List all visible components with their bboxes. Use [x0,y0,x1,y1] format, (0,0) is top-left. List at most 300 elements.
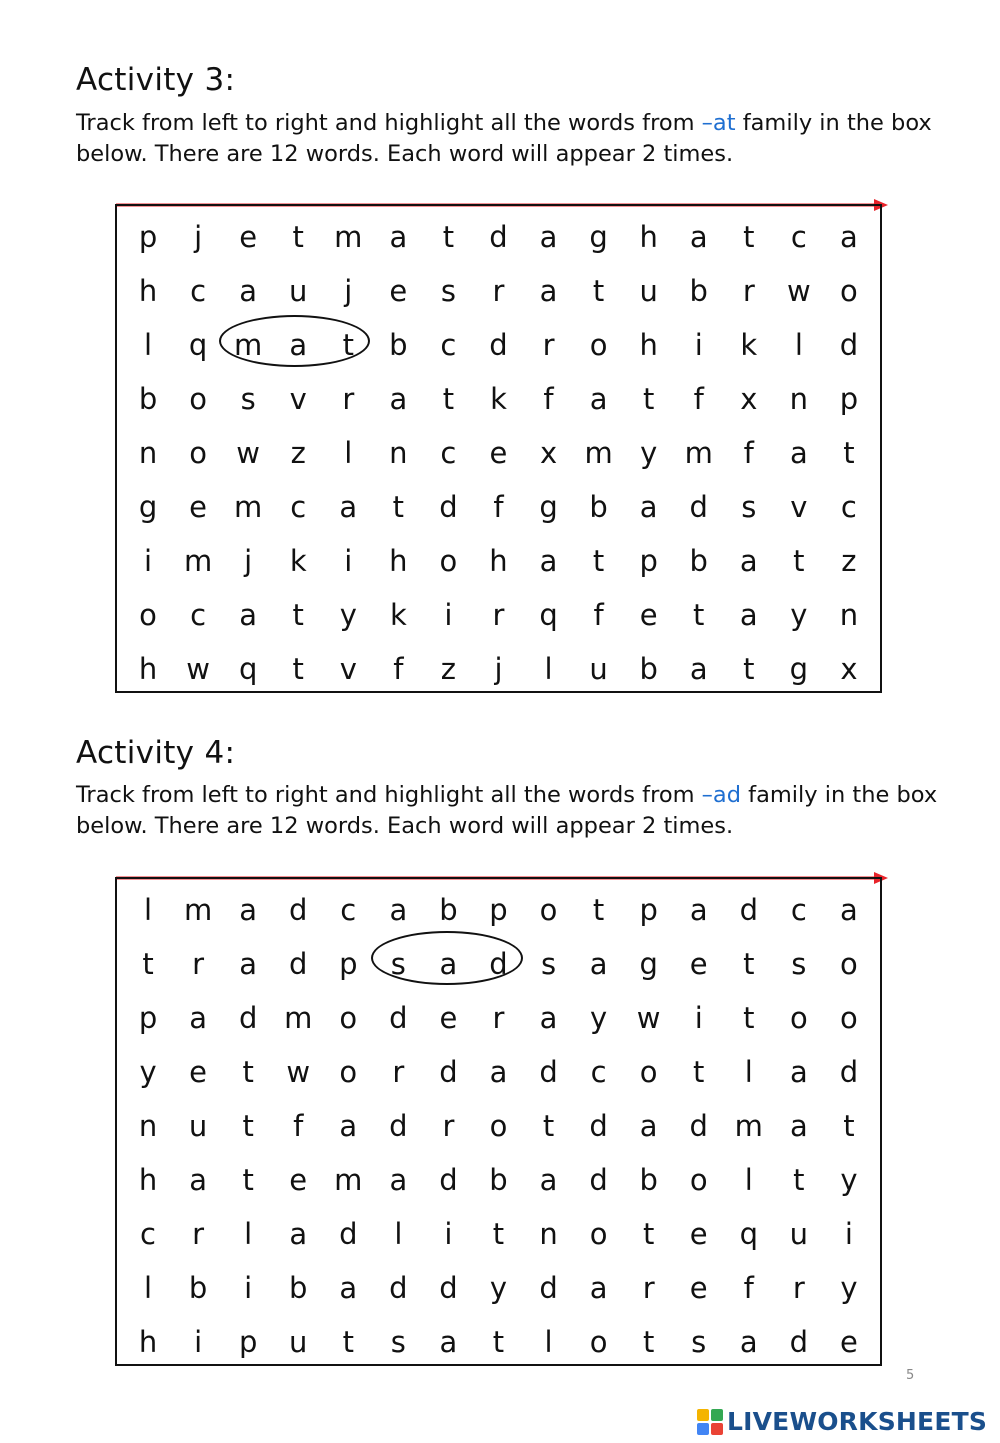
grid-letter[interactable]: d [589,1163,608,1197]
instruction-text: family in the box below. There are 12 words. Each word will appear 2 times. [76,110,932,167]
grid-letter[interactable]: x [840,652,858,686]
grid-letter[interactable]: k [389,598,407,632]
grid-letter[interactable]: x [740,382,758,416]
grid-letter[interactable]: u [589,652,608,686]
grid-row [117,1207,880,1261]
grid-letter[interactable]: o [589,1325,608,1359]
grid-letter[interactable]: o [539,893,558,927]
grid-letter[interactable]: d [389,1001,408,1035]
grid-row [117,1153,880,1207]
grid-letter[interactable]: t [743,652,755,686]
grid-letter[interactable]: d [289,947,308,981]
grid-row [117,588,880,642]
activity-4-title: Activity 4: [76,735,236,771]
grid-row [117,1099,880,1153]
grid-letter[interactable]: b [389,328,408,362]
grid-letter[interactable]: u [289,274,308,308]
grid-letter[interactable]: l [144,328,153,362]
grid-letter[interactable]: h [639,328,658,362]
page-number: 5 [906,1368,915,1383]
grid-letter[interactable]: e [389,274,408,308]
grid-letter[interactable]: t [793,1163,805,1197]
grid-letter[interactable]: g [589,220,608,254]
grid-letter[interactable]: y [489,1271,508,1305]
grid-letter[interactable]: c [440,328,457,362]
grid-letter[interactable]: h [639,220,658,254]
grid-letter[interactable]: m [183,544,213,578]
grid-letter[interactable]: o [439,544,458,578]
grid-letter[interactable]: a [239,274,258,308]
grid-letter[interactable]: h [138,274,158,308]
grid-letter[interactable]: r [492,598,505,632]
grid-letter[interactable]: h [489,544,508,578]
grid-letter[interactable]: t [693,598,705,632]
grid-letter[interactable]: l [794,328,803,362]
grid-letter[interactable]: c [290,490,307,524]
activity-4-instructions [76,780,956,842]
grid-letter[interactable]: a [239,947,258,981]
grid-letter[interactable]: a [289,1217,308,1251]
grid-letter[interactable]: o [139,598,157,632]
grid-letter[interactable]: f [393,652,404,686]
grid-letter[interactable]: z [841,544,857,578]
grid-letter[interactable]: r [392,1055,405,1089]
grid-letter[interactable]: n [138,1109,158,1143]
grid-row [117,991,880,1045]
grid-letter[interactable]: a [389,893,408,927]
grid-letter[interactable]: w [236,436,261,470]
grid-letter[interactable]: s [540,947,557,981]
grid-letter[interactable]: n [389,436,408,470]
grid-letter[interactable]: t [743,1001,755,1035]
grid-letter[interactable]: e [289,1163,308,1197]
grid-letter[interactable]: a [789,1055,808,1089]
grid-letter[interactable]: r [192,947,205,981]
grid-row [117,426,880,480]
grid-letter[interactable]: m [334,1163,363,1197]
grid-letter[interactable]: t [292,652,304,686]
grid-letter[interactable]: l [744,1163,753,1197]
grid-letter[interactable]: l [244,1217,253,1251]
grid-letter[interactable]: r [542,328,555,362]
grid-row [117,1045,880,1099]
grid-letter[interactable]: u [289,1325,308,1359]
grid-letter[interactable]: t [442,382,455,416]
grid-letter[interactable]: m [734,1109,763,1143]
grid-letter[interactable]: i [344,544,353,578]
grid-letter[interactable]: a [389,1163,408,1197]
grid-letter[interactable]: f [493,490,504,524]
grid-letter[interactable]: t [843,1109,855,1143]
grid-letter[interactable]: a [840,220,858,254]
grid-letter[interactable]: u [639,274,658,308]
grid-letter[interactable]: h [138,1325,158,1359]
grid-letter[interactable]: i [144,544,153,578]
grid-letter[interactable]: a [589,947,608,981]
grid-letter[interactable]: f [693,382,704,416]
grid-letter[interactable]: a [189,1001,207,1035]
grid-letter[interactable]: h [389,544,408,578]
grid-letter[interactable]: l [744,1055,753,1089]
grid-letter[interactable]: q [739,1217,758,1251]
grid-letter[interactable]: e [189,1055,208,1089]
grid-letter[interactable]: a [739,598,758,632]
grid-letter[interactable]: y [139,1055,157,1089]
grid-letter[interactable]: p [639,893,658,927]
grid-letter[interactable]: v [339,652,357,686]
logo-mark-icon [697,1409,723,1435]
grid-letter[interactable]: i [844,1217,853,1251]
grid-letter[interactable]: t [392,490,405,524]
grid-letter[interactable]: t [342,1325,354,1359]
grid-letter[interactable]: r [442,1109,455,1143]
grid-letter[interactable]: e [839,1325,858,1359]
grid-letter[interactable]: l [394,1217,403,1251]
grid-letter[interactable]: e [239,220,258,254]
grid-letter[interactable]: j [494,652,503,686]
grid-letter[interactable]: m [284,1001,313,1035]
grid-letter[interactable]: a [539,544,558,578]
grid-row [117,1261,880,1315]
grid-letter[interactable]: y [790,598,808,632]
grid-letter[interactable]: d [839,1055,859,1089]
grid-letter[interactable]: o [489,1109,508,1143]
grid-letter[interactable]: t [142,947,154,981]
grid-letter[interactable]: j [244,544,253,578]
grid-row [117,534,880,588]
grid-letter[interactable]: t [592,893,605,927]
grid-letter[interactable]: n [138,436,158,470]
grid-letter[interactable]: d [489,328,508,362]
grid-letter[interactable]: r [642,1271,655,1305]
grid-letter[interactable]: m [234,490,263,524]
grid-letter[interactable]: t [242,1109,254,1143]
grid-letter[interactable]: a [689,652,708,686]
grid-letter[interactable]: t [542,1109,555,1143]
grid-letter[interactable]: d [689,490,708,524]
grid-letter[interactable]: d [389,1109,408,1143]
grid-letter[interactable]: b [138,382,158,416]
grid-letter[interactable]: t [592,544,605,578]
grid-letter[interactable]: r [742,274,755,308]
grid-letter[interactable]: u [188,1109,208,1143]
grid-letter[interactable]: c [190,598,207,632]
grid-letter[interactable]: a [489,1055,508,1089]
grid-letter[interactable]: t [492,1325,505,1359]
grid-letter[interactable]: o [189,382,207,416]
grid-letter[interactable]: d [839,328,859,362]
grid-letter[interactable]: a [239,598,258,632]
grid-letter[interactable]: d [238,1001,258,1035]
grid-letter[interactable]: s [440,274,456,308]
grid-letter[interactable]: a [439,947,458,981]
grid-letter[interactable]: i [444,1217,453,1251]
grid-letter[interactable]: a [689,220,708,254]
grid-letter[interactable]: o [339,1055,358,1089]
grid-letter[interactable]: p [339,947,358,981]
grid-letter[interactable]: j [344,274,353,308]
grid-letter[interactable]: t [843,436,855,470]
grid-letter[interactable]: c [840,490,857,524]
grid-letter[interactable]: t [292,598,304,632]
grid-letter[interactable]: y [840,1271,858,1305]
grid-row [117,264,880,318]
instruction-text: Track from left to right and highlight all the words from [76,110,702,136]
grid-letter[interactable]: r [492,274,505,308]
grid-letter[interactable]: d [339,1217,358,1251]
grid-letter[interactable]: b [439,893,458,927]
grid-letter[interactable]: n [789,382,809,416]
grid-letter[interactable]: t [743,947,755,981]
grid-letter[interactable]: b [639,1163,658,1197]
grid-letter[interactable]: q [238,652,258,686]
grid-letter[interactable]: c [590,1055,607,1089]
grid-letter[interactable]: a [739,544,758,578]
grid-letter[interactable]: o [840,1001,858,1035]
grid-letter[interactable]: h [138,652,158,686]
grid-letter[interactable]: a [539,274,558,308]
grid-letter[interactable]: a [339,1109,358,1143]
grid-letter[interactable]: q [188,328,208,362]
liveworksheets-logo [697,1407,987,1436]
grid-letter[interactable]: a [439,1325,458,1359]
word-family: –ad [701,782,741,808]
grid-letter[interactable]: k [289,544,307,578]
grid-letter[interactable]: t [642,382,655,416]
grid-letter[interactable]: a [539,220,558,254]
grid-letter[interactable]: a [789,436,808,470]
grid-letter[interactable]: o [840,947,858,981]
grid-letter[interactable]: r [492,1001,505,1035]
grid-letter[interactable]: t [793,544,805,578]
grid-letter[interactable]: o [339,1001,358,1035]
grid-letter[interactable]: b [589,490,608,524]
grid-letter[interactable]: i [694,328,703,362]
grid-letter[interactable]: r [792,1271,805,1305]
grid-letter[interactable]: a [689,893,708,927]
grid-letter[interactable]: s [390,947,406,981]
grid-row [117,642,880,696]
grid-letter[interactable]: b [689,274,708,308]
grid-letter[interactable]: o [789,1001,808,1035]
grid-letter[interactable]: d [489,220,508,254]
grid-letter[interactable]: w [786,274,811,308]
grid-letter[interactable]: f [593,598,604,632]
grid-letter[interactable]: d [539,1271,558,1305]
grid-letter[interactable]: c [340,893,357,927]
grid-letter[interactable]: a [789,1109,808,1143]
grid-letter[interactable]: o [840,274,858,308]
grid-letter[interactable]: e [689,1271,708,1305]
grid-letter[interactable]: m [684,436,713,470]
grid-letter[interactable]: o [639,1055,658,1089]
grid-letter[interactable]: m [234,328,263,362]
grid-letter[interactable]: t [743,220,755,254]
grid-letter[interactable]: b [639,652,658,686]
grid-letter[interactable]: l [144,893,153,927]
grid-letter[interactable]: a [539,1001,558,1035]
grid-letter[interactable]: a [239,893,258,927]
grid-row [117,1315,880,1369]
grid-letter[interactable]: w [186,652,210,686]
example-circle-sad [371,931,523,985]
grid-letter[interactable]: f [743,436,754,470]
grid-letter[interactable]: l [344,436,353,470]
grid-letter[interactable]: c [190,274,207,308]
grid-letter[interactable]: o [689,1163,708,1197]
grid-letter[interactable]: t [492,1217,505,1251]
logo-text: LIVEWORKSHEETS [727,1407,988,1436]
grid-letter[interactable]: h [138,1163,158,1197]
activity-3-instructions [76,108,956,170]
grid-letter[interactable]: t [693,1055,705,1089]
grid-letter[interactable]: c [790,893,807,927]
grid-letter[interactable]: o [189,436,207,470]
grid-letter[interactable]: k [740,328,758,362]
grid-letter[interactable]: a [339,1271,358,1305]
grid-letter[interactable]: b [188,1271,208,1305]
grid-letter[interactable]: f [293,1109,304,1143]
grid-letter[interactable]: x [539,436,558,470]
grid-letter[interactable]: a [389,382,408,416]
grid-letter[interactable]: g [539,490,558,524]
grid-letter[interactable]: y [640,436,658,470]
grid-letter[interactable]: w [286,1055,311,1089]
grid-letter[interactable]: a [289,328,308,362]
grid-letter[interactable]: s [240,382,256,416]
grid-letter[interactable]: l [544,652,553,686]
grid-letter[interactable]: s [691,1325,707,1359]
grid-letter[interactable]: f [543,382,554,416]
grid-letter[interactable]: i [444,598,453,632]
grid-letter[interactable]: w [636,1001,661,1035]
grid-letter[interactable]: d [689,1109,708,1143]
grid-letter[interactable]: t [642,1325,655,1359]
grid-letter[interactable]: d [289,893,308,927]
grid-letter[interactable]: t [242,1163,254,1197]
grid-letter[interactable]: k [490,382,507,416]
grid-letter[interactable]: e [689,947,708,981]
grid-letter[interactable]: d [439,1055,458,1089]
grid-letter[interactable]: t [292,220,304,254]
grid-letter[interactable]: t [442,220,455,254]
grid-letter[interactable]: t [342,328,354,362]
grid-letter[interactable]: a [639,1109,658,1143]
grid-letter[interactable]: a [389,220,408,254]
grid-letter[interactable]: c [140,1217,156,1251]
grid-letter[interactable]: j [194,220,203,254]
grid-letter[interactable]: g [138,490,158,524]
grid-row [117,480,880,534]
grid-row [117,210,880,264]
grid-letter[interactable]: z [440,652,457,686]
grid-letter[interactable]: d [489,947,508,981]
grid-letter[interactable]: d [539,1055,558,1089]
grid-letter[interactable]: d [589,1109,608,1143]
grid-letter[interactable]: b [689,544,708,578]
grid-letter[interactable]: g [639,947,658,981]
grid-letter[interactable]: s [390,1325,406,1359]
grid-letter[interactable]: d [739,893,758,927]
grid-letter[interactable]: e [689,1217,708,1251]
grid-letter[interactable]: a [589,1271,608,1305]
grid-letter[interactable]: n [839,598,859,632]
grid-letter[interactable]: l [144,1271,153,1305]
grid-letter[interactable]: p [489,893,508,927]
grid-letter[interactable]: i [194,1325,203,1359]
example-circle-mat [219,315,370,367]
grid-letter[interactable]: s [741,490,757,524]
grid-letter[interactable]: e [489,436,508,470]
grid-letter[interactable]: r [342,382,355,416]
grid-letter[interactable]: m [584,436,613,470]
grid-letter[interactable]: m [334,220,363,254]
grid-letter[interactable]: u [789,1217,809,1251]
grid-letter[interactable]: p [238,1325,258,1359]
grid-letter[interactable]: p [138,220,158,254]
grid-letter[interactable]: d [439,490,458,524]
grid-letter[interactable]: d [439,1163,458,1197]
grid-letter[interactable]: a [639,490,658,524]
grid-letter[interactable]: l [544,1325,553,1359]
grid-letter[interactable]: a [189,1163,207,1197]
grid-letter[interactable]: y [339,598,357,632]
grid-letter[interactable]: t [592,274,605,308]
grid-letter[interactable]: p [138,1001,158,1035]
grid-row [117,372,880,426]
grid-letter[interactable]: e [639,598,658,632]
grid-letter[interactable]: g [789,652,809,686]
grid-letter[interactable]: b [489,1163,508,1197]
grid-letter[interactable]: t [242,1055,254,1089]
grid-letter[interactable]: e [439,1001,458,1035]
grid-letter[interactable]: p [639,544,658,578]
grid-letter[interactable]: p [839,382,859,416]
grid-letter[interactable]: e [189,490,208,524]
grid-letter[interactable]: a [539,1163,558,1197]
grid-letter[interactable]: b [289,1271,308,1305]
grid-letter[interactable]: o [589,1217,608,1251]
grid-letter[interactable]: d [389,1271,408,1305]
grid-letter[interactable]: z [290,436,306,470]
grid-letter[interactable]: m [183,893,213,927]
grid-letter[interactable]: y [840,1163,858,1197]
grid-letter[interactable]: a [589,382,608,416]
grid-letter[interactable]: f [743,1271,754,1305]
grid-letter[interactable]: c [790,220,807,254]
word-family: –at [701,110,736,136]
grid-letter[interactable]: o [589,328,608,362]
grid-letter[interactable]: a [339,490,358,524]
grid-letter[interactable]: q [539,598,558,632]
grid-letter[interactable]: n [539,1217,558,1251]
grid-letter[interactable]: a [739,1325,758,1359]
instruction-text: family in the box below. There are 12 words. Each word will appear 2 times. [76,782,938,839]
grid-letter[interactable]: y [590,1001,608,1035]
grid-letter[interactable]: c [440,436,457,470]
grid-letter[interactable]: r [192,1217,205,1251]
word-search-grid-at [115,204,882,693]
grid-letter[interactable]: s [791,947,807,981]
grid-letter[interactable]: v [790,490,808,524]
grid-letter[interactable]: a [840,893,858,927]
grid-letter[interactable]: d [439,1271,458,1305]
grid-letter[interactable]: d [789,1325,809,1359]
grid-letter[interactable]: t [642,1217,655,1251]
grid-letter[interactable]: v [289,382,307,416]
grid-letter[interactable]: i [694,1001,703,1035]
grid-letter[interactable]: i [244,1271,253,1305]
